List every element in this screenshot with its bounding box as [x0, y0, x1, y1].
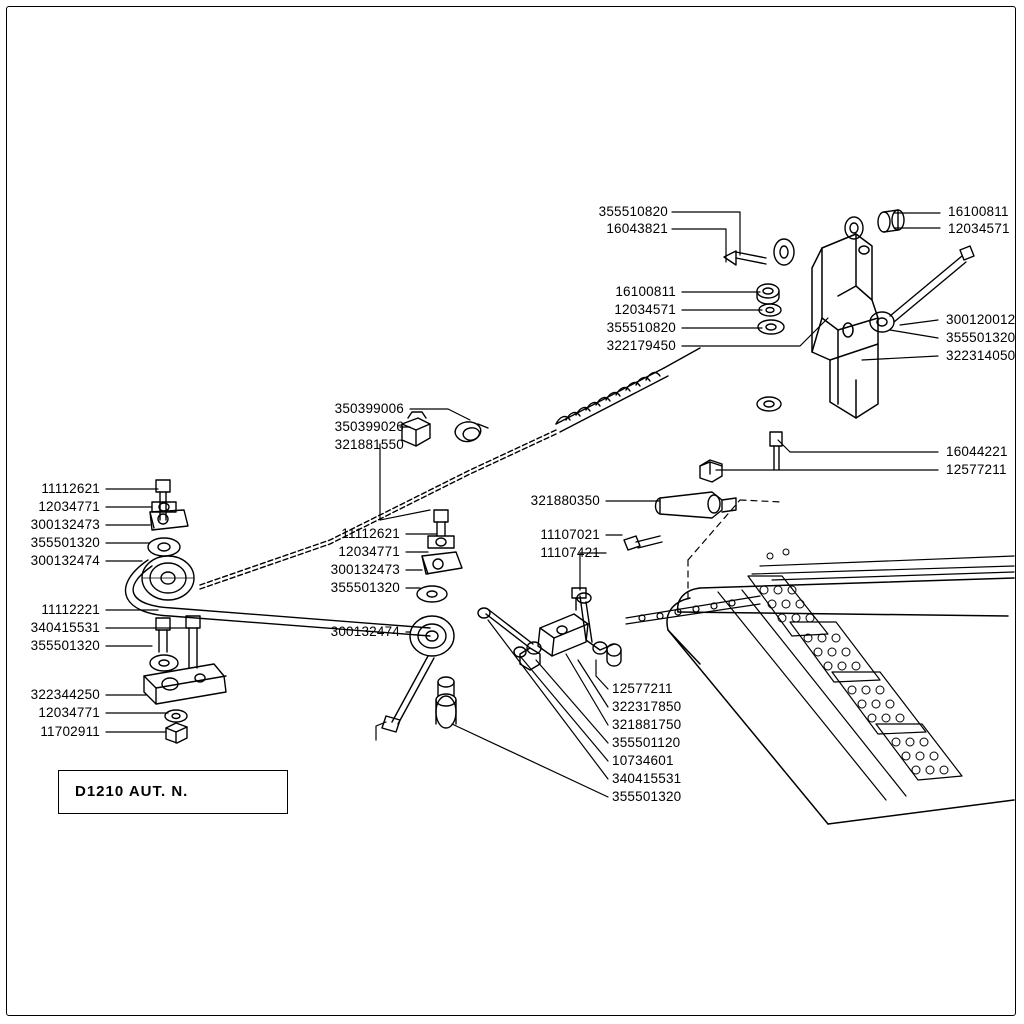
part-label: 300132473	[330, 562, 400, 577]
pin-321880350	[656, 492, 737, 518]
bushing-300132473-mid	[422, 552, 462, 574]
part-label: 350399006	[334, 401, 404, 416]
washer-12034771-lower	[165, 710, 187, 722]
part-label: 16043821	[606, 221, 668, 236]
part-label: 11112221	[41, 602, 100, 617]
lower-cable	[382, 656, 456, 732]
part-label: 11702911	[40, 724, 100, 739]
pulley-300132474-lower	[410, 616, 454, 656]
bolt-11112621-mid	[434, 510, 448, 536]
part-label: 340415531	[30, 620, 100, 635]
part-label: 16044221	[946, 444, 1008, 459]
part-label: 300132474	[30, 553, 100, 568]
part-label: 16100811	[948, 204, 1009, 219]
bushing-300132473-left	[150, 510, 188, 530]
washer-355510820	[774, 239, 794, 265]
part-label: 16100811	[615, 284, 676, 299]
title-block	[58, 770, 288, 814]
part-label: 322314050	[946, 348, 1016, 363]
part-label: 355501320	[946, 330, 1016, 345]
part-label: 12034771	[38, 705, 100, 720]
part-label: 355501120	[612, 735, 681, 750]
pivot-bolt-300120012	[890, 246, 974, 322]
part-label: 355501320	[30, 638, 100, 653]
washer-355501320-mid	[417, 586, 447, 602]
ladder-rails	[718, 556, 1014, 800]
part-label: 12577211	[612, 681, 673, 696]
part-label: 322179450	[606, 338, 676, 353]
leader-lines-left	[106, 489, 186, 732]
part-label: 355501320	[30, 535, 100, 550]
washer-355510820-mid	[758, 320, 784, 334]
lever-321881750	[572, 588, 614, 654]
bolt-11112221	[156, 618, 170, 652]
nut-16100811-top	[845, 217, 863, 239]
ladder-frame	[667, 578, 1014, 824]
washer-355501320-right	[870, 312, 894, 332]
leader-lines-top-right	[672, 212, 940, 470]
part-label: 321881550	[334, 437, 404, 452]
support-bracket-322314050	[812, 234, 878, 418]
part-label: 300120012	[946, 312, 1016, 327]
washer-355501320-lower	[150, 655, 178, 671]
bolt-11107421	[624, 536, 662, 550]
part-label: 12034571	[948, 221, 1010, 236]
part-label: 355510820	[598, 204, 668, 219]
rod-10734601	[478, 608, 541, 670]
part-label: 11112621	[341, 526, 400, 541]
pulley-300132474-upper	[142, 556, 194, 600]
part-label: 12034771	[38, 499, 100, 514]
ladder-plates	[748, 576, 962, 780]
title-block-text: D1210 AUT. N.	[75, 783, 189, 800]
part-label: 300132474	[330, 624, 400, 639]
part-label: 355510820	[606, 320, 676, 335]
part-label: 321881750	[612, 717, 682, 732]
part-label: 10734601	[612, 753, 674, 768]
washer-12034771-mid	[428, 536, 454, 548]
part-label: 322344250	[30, 687, 100, 702]
part-label: 12577211	[946, 462, 1007, 477]
part-label: 340415531	[612, 771, 682, 786]
part-label: 300132473	[30, 517, 100, 532]
bolt-340415531	[186, 616, 200, 668]
part-label: 11107421	[540, 545, 600, 560]
washer-355501320-left	[148, 538, 180, 556]
part-label: 355501320	[330, 580, 400, 595]
part-label: 322317850	[612, 699, 682, 714]
part-label: 321880350	[530, 493, 600, 508]
part-label: 355501320	[612, 789, 682, 804]
part-label: 12034771	[338, 544, 400, 559]
spring-322179450	[556, 348, 700, 432]
part-label: 350399026	[334, 419, 404, 434]
clamp-350399026	[402, 412, 430, 446]
nut-12577211	[700, 460, 722, 482]
installation-dashed-path	[688, 500, 782, 600]
linkage-bracket-322317850	[538, 614, 588, 656]
part-label: 11112621	[41, 481, 100, 496]
cable-eye-350399006	[455, 422, 488, 442]
nut-16100811-mid	[757, 284, 779, 304]
bolt-16043821	[724, 251, 766, 265]
washer-lower-bracket	[757, 397, 781, 411]
bolt-16044221	[770, 432, 782, 470]
part-label: 12034571	[614, 302, 676, 317]
nut-11702911	[166, 723, 187, 743]
part-label: 11107021	[540, 527, 600, 542]
